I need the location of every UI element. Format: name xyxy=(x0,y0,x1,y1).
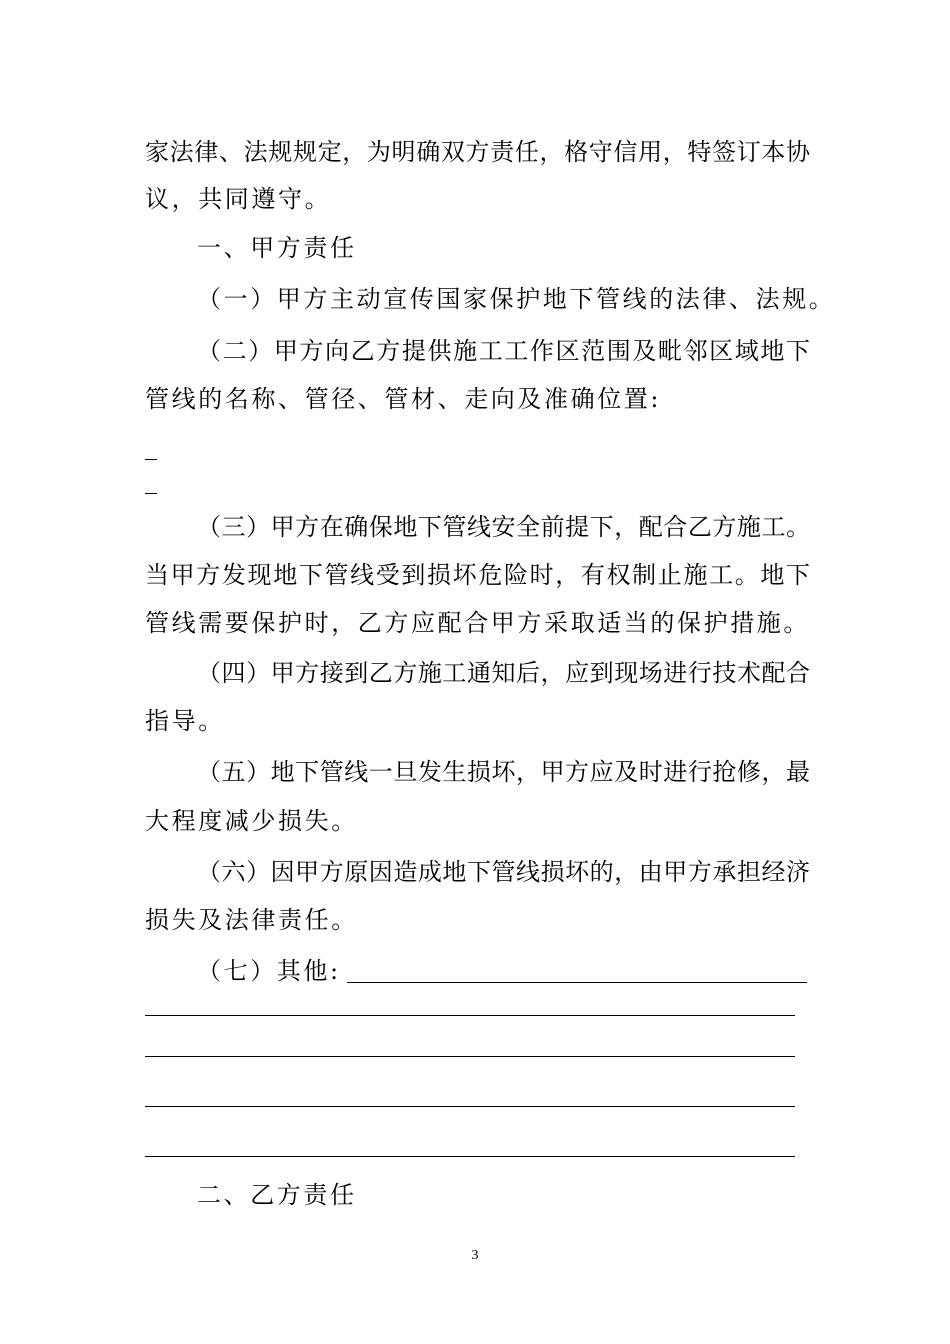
paragraph-line: （一）甲方主动宣传国家保护地下管线的法律、法规。 xyxy=(197,285,836,313)
paragraph-line: 议，共同遵守。 xyxy=(145,185,332,213)
paragraph-line: （四）甲方接到乙方施工通知后，应到现场进行技术配合 xyxy=(197,659,810,687)
fill-in-line xyxy=(145,1156,795,1157)
paragraph-line: （六）因甲方原因造成地下管线损坏的，由甲方承担经济 xyxy=(197,858,810,886)
paragraph-line: 家法律、法规规定，为明确双方责任，格守信用，特签订本协 xyxy=(145,138,810,166)
paragraph-line: （二）甲方向乙方提供施工工作区范围及毗邻区域地下 xyxy=(197,337,810,365)
fill-in-line xyxy=(145,1015,795,1016)
blank-line-mark xyxy=(145,493,157,494)
blank-line-mark xyxy=(145,459,157,460)
paragraph-line: （三）甲方在确保地下管线安全前提下，配合乙方施工。 xyxy=(197,513,810,541)
section-heading: 一、甲方责任 xyxy=(197,234,357,262)
section-heading: 二、乙方责任 xyxy=(197,1181,357,1209)
fill-in-line xyxy=(145,1106,795,1107)
paragraph-line: 指导。 xyxy=(145,707,225,735)
fill-in-line xyxy=(347,982,807,983)
paragraph-line: 当甲方发现地下管线受到损坏危险时，有权制止施工。地下 xyxy=(145,561,810,589)
page-number: 3 xyxy=(471,1248,479,1263)
fill-in-line xyxy=(145,1056,795,1057)
paragraph-line: （五）地下管线一旦发生损坏，甲方应及时进行抢修，最 xyxy=(197,758,810,786)
paragraph-line: （七）其他: xyxy=(197,957,341,985)
paragraph-line: 损失及法律责任。 xyxy=(145,906,358,934)
paragraph-line: 大程度减少损失。 xyxy=(145,807,358,835)
paragraph-line: 管线的名称、管径、管材、走向及准确位置: xyxy=(145,385,662,413)
paragraph-line: 管线需要保护时，乙方应配合甲方采取适当的保护措施。 xyxy=(145,609,810,637)
